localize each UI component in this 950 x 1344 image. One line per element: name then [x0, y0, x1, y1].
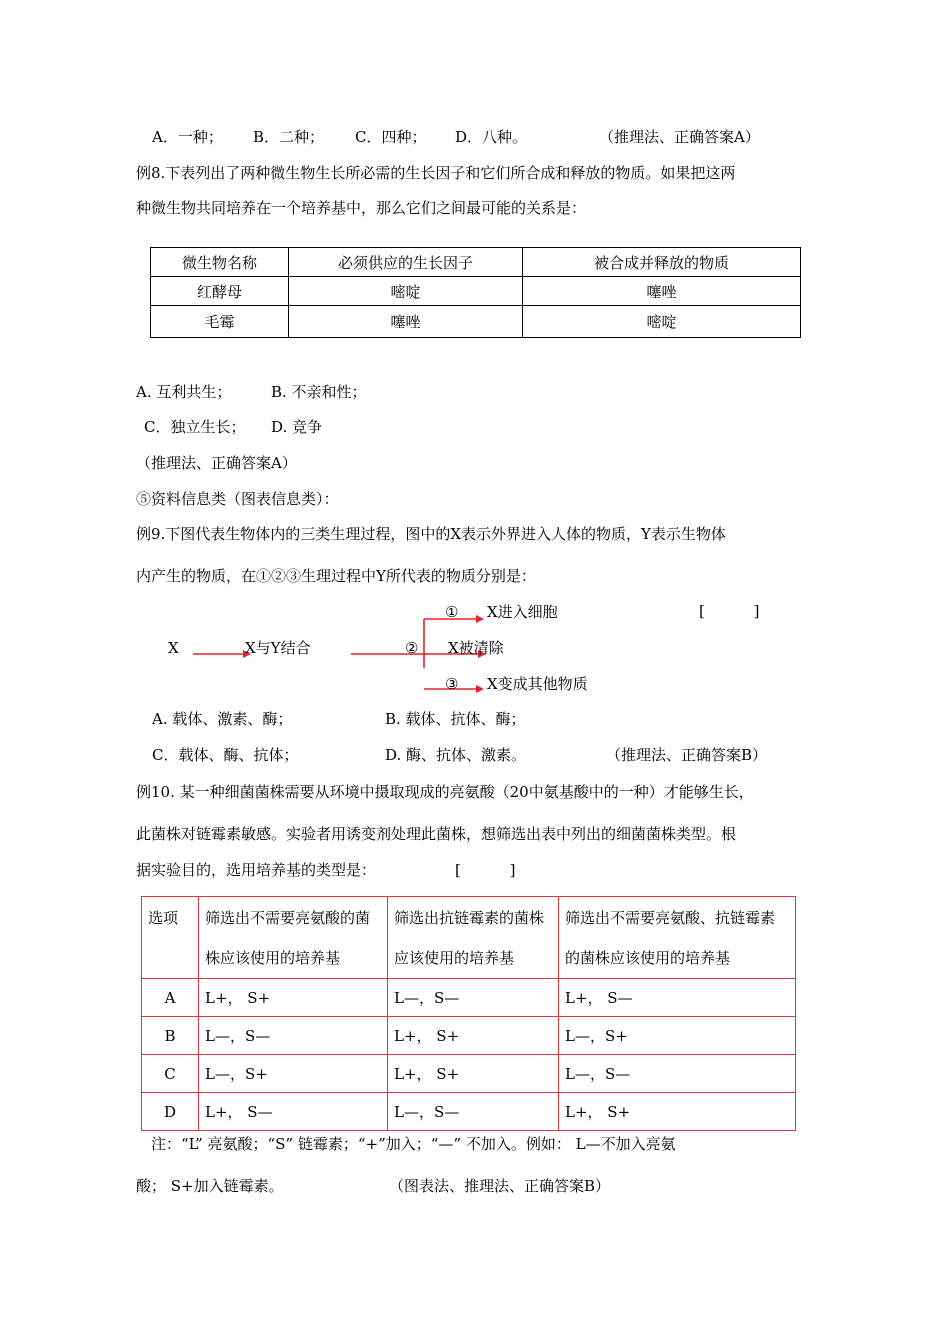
q9-option-d: D. 酶、抗体、激素。: [385, 746, 527, 764]
table-cell: 红酵母: [151, 277, 289, 306]
q7-option-d: D．八种。: [455, 128, 528, 146]
table-cell: 嘧啶: [523, 306, 801, 338]
q8-stem-line1: 例8.下表列出了两种微生物生长所必需的生长因子和它们所合成和释放的物质。如果把这两: [136, 164, 736, 182]
table-header-cell: 筛选出抗链霉素的菌株应该使用的培养基: [388, 897, 559, 979]
q8-answer: （推理法、正确答案A）: [136, 454, 297, 472]
table-cell: 嘧啶: [289, 277, 523, 306]
table-row: [142, 1017, 796, 1055]
answer-bracket: [ ]: [455, 861, 538, 879]
diagram-process-1: X进入细胞: [487, 603, 558, 621]
q9-stem-line2: 内产生的物质，在①②③生理过程中Y所代表的物质分别是：: [136, 567, 536, 585]
q8-option-b: B. 不亲和性；: [271, 383, 367, 401]
table-header-cell: 微生物名称: [151, 248, 289, 277]
q7-option-c: C．四种；: [355, 128, 427, 146]
diagram-num-3: ③: [445, 675, 459, 693]
table-cell: D: [142, 1093, 199, 1131]
table-cell: L—，S+: [559, 1017, 796, 1055]
q9-option-b: B. 载体、抗体、酶；: [385, 710, 526, 728]
q10-stem-line3: 据实验目的，选用培养基的类型是：: [136, 861, 377, 879]
q10-table: [141, 896, 796, 1131]
table-header-row: [142, 897, 796, 979]
q10-stem-line2: 此菌株对链霉素敏感。实验者用诱变剂处理此菌株，想筛选出表中列出的细菌菌株类型。根: [136, 825, 737, 843]
table-header-cell: 必须供应的生长因子: [289, 248, 523, 277]
table-cell: L+， S+: [199, 979, 388, 1017]
diagram-num-2: ②: [405, 639, 419, 657]
table-cell: L—，S—: [388, 979, 559, 1017]
table-cell: L+， S—: [199, 1093, 388, 1131]
q7-option-b: B．二种；: [253, 128, 325, 146]
table-cell: 毛霉: [151, 306, 289, 338]
q9-option-c: C．载体、酶、抗体；: [152, 746, 299, 764]
table-cell: L+， S+: [388, 1017, 559, 1055]
table-header-cell: 筛选出不需要亮氨酸的菌株应该使用的培养基: [199, 897, 388, 979]
table-cell: C: [142, 1055, 199, 1093]
q10-note-line2: 酸； S+加入链霉素。: [136, 1177, 284, 1195]
table-cell: L+， S+: [388, 1055, 559, 1093]
table-header-cell: 被合成并释放的物质: [523, 248, 801, 277]
table-cell: L+， S—: [559, 979, 796, 1017]
table-cell: B: [142, 1017, 199, 1055]
table-cell: L+， S+: [559, 1093, 796, 1131]
table-header-cell: 筛选出不需要亮氨酸、抗链霉素的菌株应该使用的培养基: [559, 897, 796, 979]
q10-stem-line1: 例10. 某一种细菌菌株需要从环境中摄取现成的亮氨酸（20中氨基酸中的一种）才能够生长，: [136, 783, 754, 801]
q9-stem-line1: 例9.下图代表生物体内的三类生理过程，图中的X表示外界进入人体的物质，Y表示生物体: [136, 525, 726, 543]
table-header-cell: 选项: [142, 897, 199, 979]
q8-option-d: D. 竞争: [271, 418, 323, 436]
table-row: [142, 979, 796, 1017]
q9-option-a: A. 载体、激素、酶；: [152, 710, 293, 728]
table-cell: L—，S—: [559, 1055, 796, 1093]
section-heading: ⑤资料信息类（图表信息类）：: [136, 490, 339, 508]
q8-option-c: C．独立生长；: [144, 418, 246, 436]
diagram-x: X: [168, 639, 179, 657]
diagram-num-1: ①: [445, 603, 459, 621]
table-cell: A: [142, 979, 199, 1017]
table-cell: L—，S—: [388, 1093, 559, 1131]
q7-option-a: A．一种；: [152, 128, 223, 146]
q8-option-a: A. 互利共生；: [136, 383, 232, 401]
table-row: [142, 1055, 796, 1093]
diagram-process-3: X变成其他物质: [487, 675, 588, 693]
q8-stem-line2: 种微生物共同培养在一个培养基中，那么它们之间最可能的关系是：: [136, 199, 587, 217]
diagram-process-2: X被清除: [448, 639, 504, 657]
table-cell: 噻唑: [523, 277, 801, 306]
arrowhead-icon: [476, 615, 484, 623]
q7-answer: （推理法、正确答案A）: [599, 128, 760, 146]
table-row: [142, 1093, 796, 1131]
q9-answer: （推理法、正确答案B）: [606, 746, 768, 764]
table-cell: L—，S+: [199, 1055, 388, 1093]
arrowhead-icon: [476, 685, 484, 693]
q10-note-line1: 注：“L” 亮氨酸；“S” 链霉素；“+”加入；“—” 不加入。例如： L—不加入亮氨: [151, 1135, 676, 1153]
q10-answer: （图表法、推理法、正确答案B）: [389, 1177, 611, 1195]
table-cell: 噻唑: [289, 306, 523, 338]
answer-bracket: [ ]: [699, 602, 782, 620]
diagram-xy-binding: X与Y结合: [245, 639, 311, 657]
table-cell: L—，S—: [199, 1017, 388, 1055]
